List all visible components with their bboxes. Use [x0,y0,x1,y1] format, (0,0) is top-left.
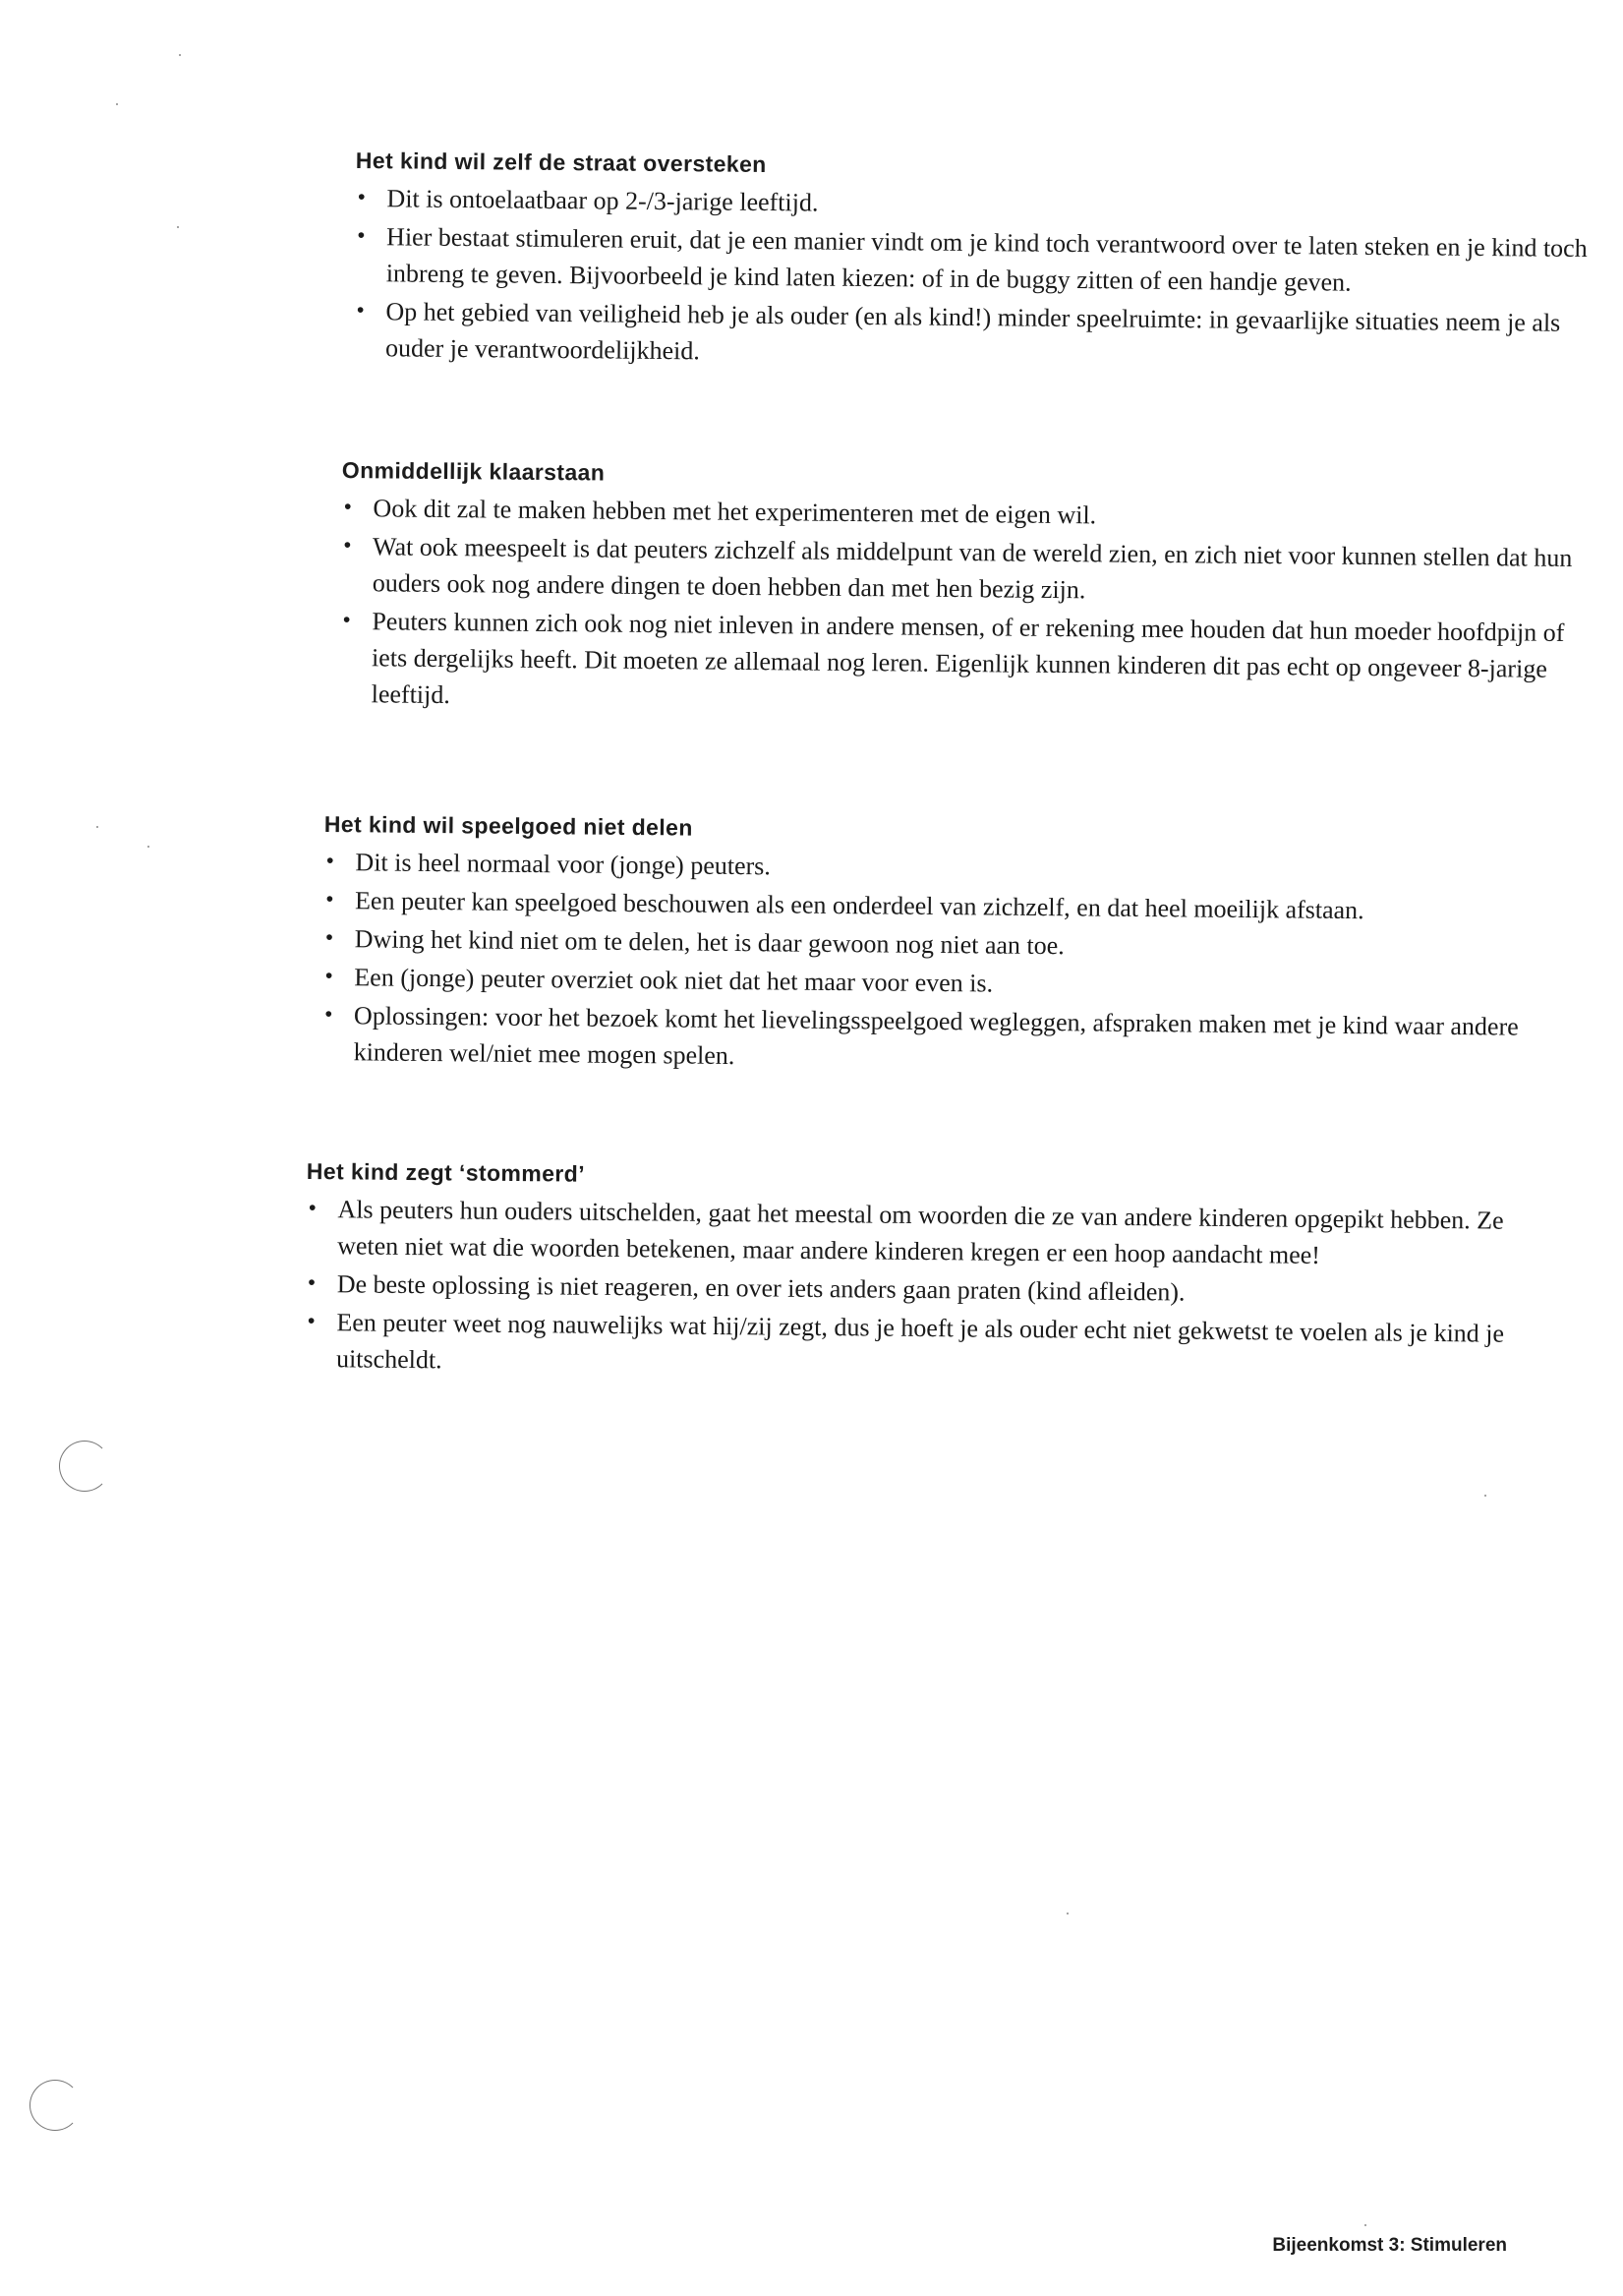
list-item: • Dit is ontoelaatbaar op 2-/3-jarige leeftijd. [355,180,1594,228]
page-footer: Bijeenkomst 3: Stimuleren [1272,2235,1507,2256]
list-item: • Peuters kunnen zich ook nog niet inleven in andere mensen, of er rekening mee houden dat hun moeder hoofdpijn of iets dergelijks heeft. Dit moeten ze allemaal nog leren. Eigenlijk kunnen kinderen dit pas echt op ongeveer 8-jarige leeftijd. [340,603,1580,724]
section-speelgoed-delen [321,811,1562,1084]
scan-speck [179,54,181,56]
list-item: • Als peuters hun ouders uitschelden, gaat het meestal om woorden die ze van andere kinderen opgepikt hebben. Ze weten niet wat die woorden betekenen, maar andere kinderen kregen er een hoop aandacht mee! [306,1191,1545,1275]
punch-hole-mark [29,2080,81,2131]
bullet-list [340,490,1581,724]
scan-speck [96,826,98,828]
section-stommerd [305,1158,1545,1390]
section-heading: Het kind wil speelgoed niet delen [323,811,693,841]
list-item: • Ook dit zal te maken hebben met het experimenteren met de eigen wil. [341,490,1580,538]
scan-speck [147,846,149,848]
punch-hole-mark [59,1441,110,1492]
list-item: • Op het gebied van veiligheid heb je als ouder (en als kind!) minder speelruimte: in gevaarlijke situaties neem je als ouder je verantwoordelijkheid. [354,293,1594,378]
scan-speck [177,226,179,228]
list-item: • Dwing het kind niet om te delen, het is daar gewoon nog niet aan toe. [323,920,1562,969]
scan-speck [1484,1495,1486,1497]
scan-speck [116,103,118,105]
scan-speck [1067,1913,1069,1914]
list-item: • Wat ook meespeelt is dat peuters zichzelf als middelpunt van de wereld zien, en zich niet voor kunnen stellen dat hun ouders ook nog andere dingen te doen hebben dan met hen bezig zijn. [341,528,1581,613]
scan-speck [1364,2224,1366,2226]
bullet-list [321,844,1562,1082]
section-heading: Onmiddellijk klaarstaan [341,457,606,486]
list-item: • Oplossingen: voor het bezoek komt het lievelingsspeelgoed wegleggen, afspraken maken met je kind waar andere kinderen wel/niet mee mogen spelen. [321,997,1561,1082]
bullet-list [354,180,1594,378]
list-item: • Een peuter kan speelgoed beschouwen als een onderdeel van zichzelf, en dat heel moeilijk afstaan. [323,882,1562,930]
list-item: • Hier bestaat stimuleren eruit, dat je een manier vindt om je kind toch verantwoord over te laten steken en je kind toch inbreng te geven. Bijvoorbeeld je kind laten kiezen: of in de buggy zitten of een handje geven. [355,218,1594,303]
bullet-list [305,1191,1545,1388]
section-onmiddellijk-klaarstaan [339,457,1580,726]
list-item: • Een (jonge) peuter overziet ook niet dat het maar voor even is. [322,959,1561,1007]
section-heading: Het kind zegt ‘stommerd’ [306,1158,586,1187]
section-straat-oversteken [354,147,1594,380]
list-item: • Een peuter weet nog nauwelijks wat hij/zij zegt, dus je hoeft je als ouder echt niet gekwetst te voelen als je kind je uitscheldt. [305,1304,1544,1388]
list-item: • De beste oplossing is niet reageren, en over iets anders gaan praten (kind afleiden). [306,1266,1544,1314]
list-item: • Dit is heel normaal voor (jonge) peuters. [323,844,1562,892]
section-heading: Het kind wil zelf de straat oversteken [355,147,767,178]
